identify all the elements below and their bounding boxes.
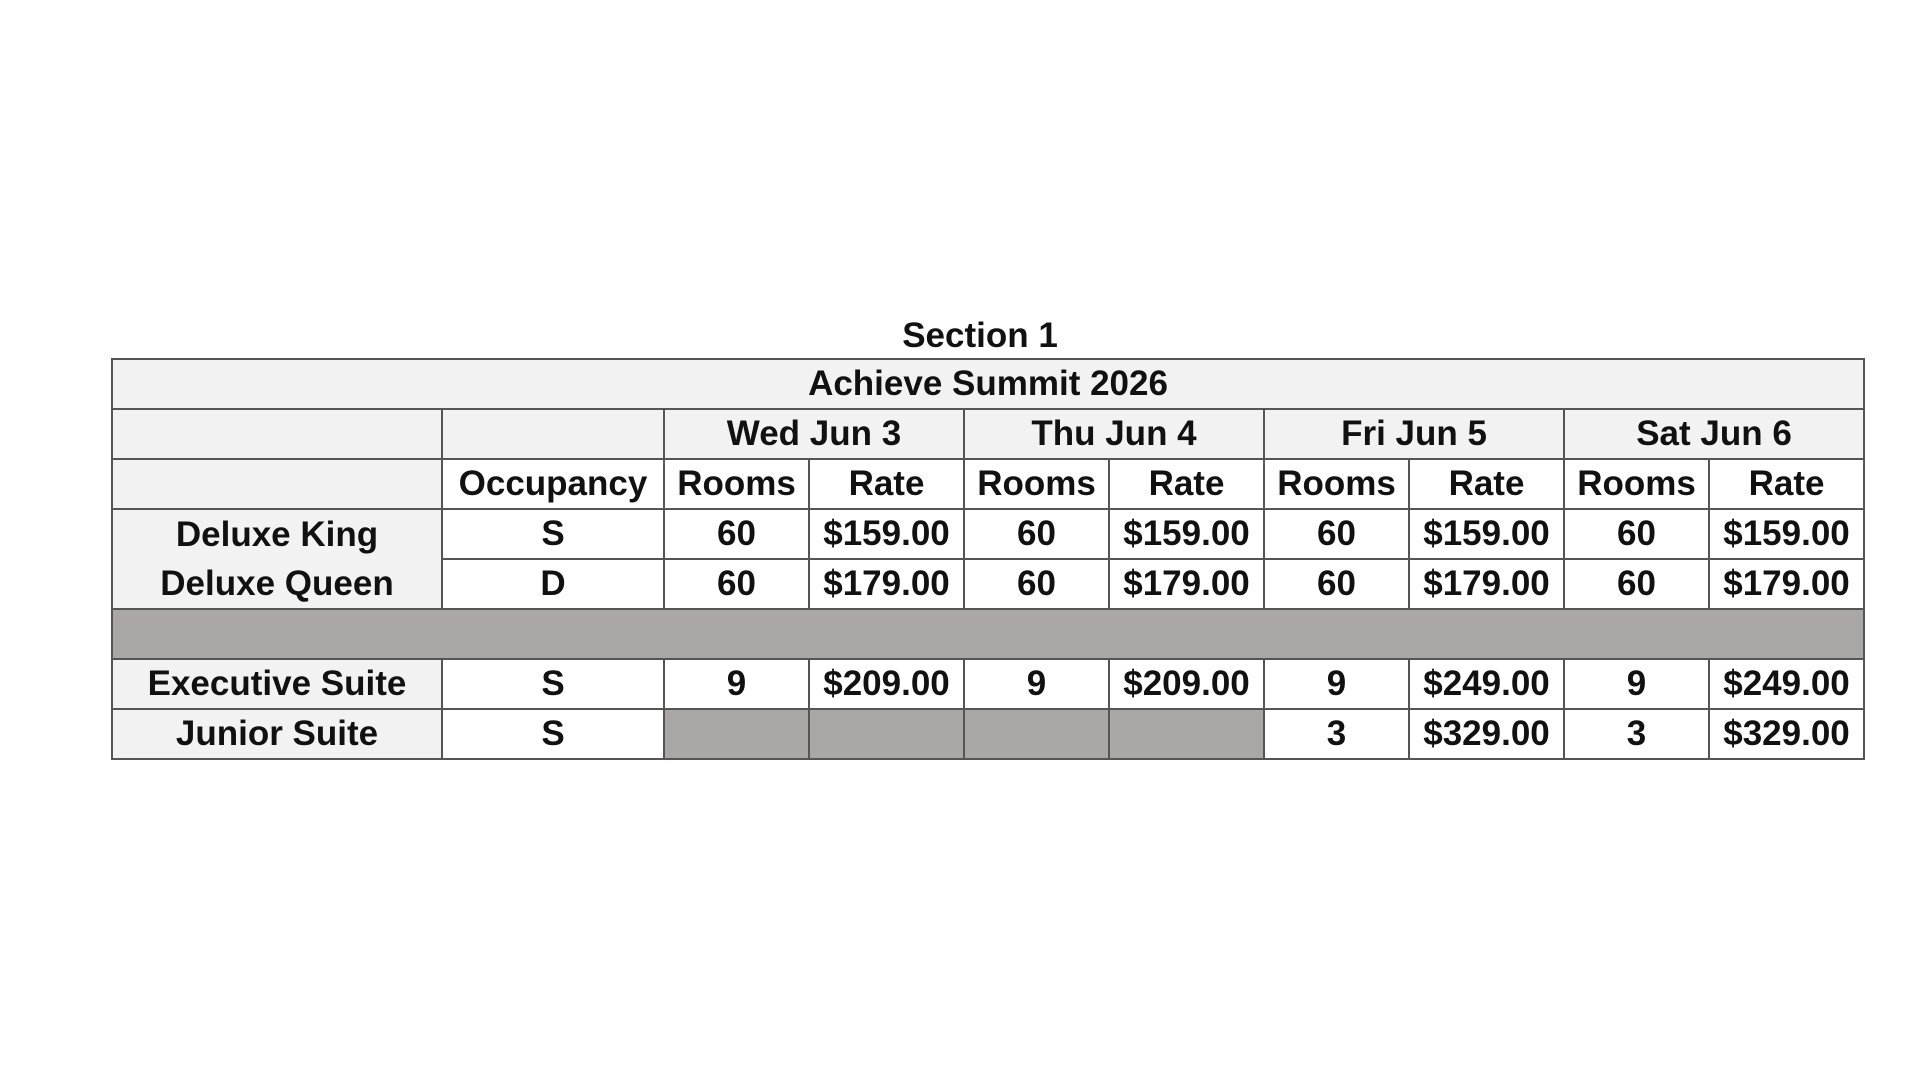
room-type-label: Junior Suite — [112, 709, 442, 759]
rooms-header: Rooms — [1264, 459, 1409, 509]
rooms-cell: 60 — [1264, 559, 1409, 609]
rate-cell: $209.00 — [1109, 659, 1264, 709]
rate-cell: $179.00 — [1109, 559, 1264, 609]
table-row — [112, 709, 1864, 759]
rooms-cell: 60 — [964, 509, 1109, 559]
empty-header-cell — [442, 409, 664, 459]
unavailable-cell — [1109, 709, 1264, 759]
rooms-cell: 60 — [664, 509, 809, 559]
occupancy-cell: S — [442, 509, 664, 559]
rate-cell: $179.00 — [809, 559, 964, 609]
rooms-cell: 9 — [964, 659, 1109, 709]
rate-header: Rate — [809, 459, 964, 509]
rate-cell: $209.00 — [809, 659, 964, 709]
rooms-cell: 9 — [664, 659, 809, 709]
rate-cell: $159.00 — [1409, 509, 1564, 559]
rooms-cell: 60 — [1564, 509, 1709, 559]
rate-header: Rate — [1409, 459, 1564, 509]
rooms-cell: 3 — [1564, 709, 1709, 759]
occupancy-cell: D — [442, 559, 664, 609]
empty-header-cell — [112, 459, 442, 509]
date-header: Sat Jun 6 — [1564, 409, 1864, 459]
rate-cell: $179.00 — [1409, 559, 1564, 609]
rate-header: Rate — [1709, 459, 1864, 509]
date-header-row — [112, 409, 1864, 459]
rate-cell: $179.00 — [1709, 559, 1864, 609]
date-header: Wed Jun 3 — [664, 409, 964, 459]
date-header: Thu Jun 4 — [964, 409, 1264, 459]
date-header: Fri Jun 5 — [1264, 409, 1564, 459]
occupancy-cell: S — [442, 709, 664, 759]
unavailable-cell — [964, 709, 1109, 759]
rate-header: Rate — [1109, 459, 1264, 509]
room-type-label: Deluxe Queen — [112, 559, 442, 609]
rooms-cell: 60 — [1264, 509, 1409, 559]
rooms-cell: 60 — [664, 559, 809, 609]
rate-cell: $249.00 — [1409, 659, 1564, 709]
section-title: Section 1 — [902, 316, 1058, 355]
rooms-cell: 60 — [1564, 559, 1709, 609]
rooms-cell: 9 — [1564, 659, 1709, 709]
occupancy-cell: S — [442, 659, 664, 709]
rate-cell: $329.00 — [1709, 709, 1864, 759]
unavailable-cell — [809, 709, 964, 759]
table-row — [112, 509, 1864, 559]
rate-cell: $159.00 — [809, 509, 964, 559]
rate-cell: $329.00 — [1409, 709, 1564, 759]
empty-header-cell — [112, 409, 442, 459]
table-row — [112, 559, 1864, 609]
separator-band — [112, 609, 1864, 659]
table-title: Achieve Summit 2026 — [112, 359, 1864, 409]
rooms-cell: 3 — [1264, 709, 1409, 759]
room-block-table — [111, 358, 1865, 760]
unavailable-cell — [664, 709, 809, 759]
rooms-cell: 9 — [1264, 659, 1409, 709]
rate-cell: $159.00 — [1109, 509, 1264, 559]
occupancy-header: Occupancy — [442, 459, 664, 509]
rate-cell: $159.00 — [1709, 509, 1864, 559]
room-type-label: Deluxe King — [112, 509, 442, 559]
room-type-label: Executive Suite — [112, 659, 442, 709]
rooms-header: Rooms — [964, 459, 1109, 509]
separator-row — [112, 609, 1864, 659]
rooms-header: Rooms — [1564, 459, 1709, 509]
rooms-cell: 60 — [964, 559, 1109, 609]
table-row — [112, 659, 1864, 709]
rate-cell: $249.00 — [1709, 659, 1864, 709]
column-header-row — [112, 459, 1864, 509]
table-title-row — [112, 359, 1864, 409]
rooms-header: Rooms — [664, 459, 809, 509]
